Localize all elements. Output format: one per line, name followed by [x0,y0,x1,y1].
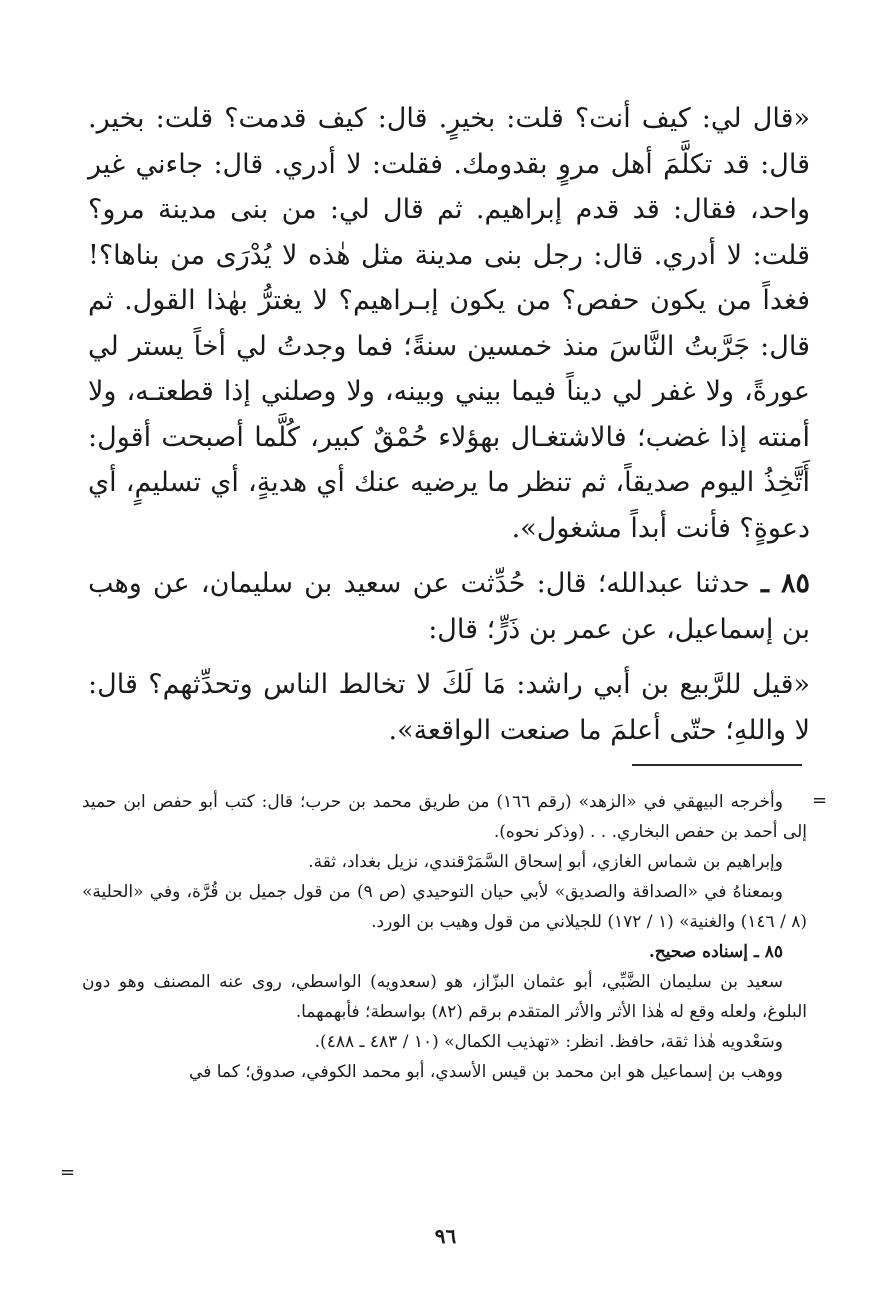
footnote-heading: ٨٥ ـ إسناده صحيح. [648,942,783,962]
footnote-line-6: وسَعْدويه هٰذا ثقة، حافظ. انظر: «تهذيب الكمال» (١٠ / ٤٨٣ ـ ٤٨٨). [314,1032,783,1052]
main-text [88,96,810,753]
footnote-line-7: ووهب بن إسماعيل هو ابن محمد بن قيس الأسدي، أبو محمد الكوفي، صدوق؛ كما في [189,1062,783,1082]
main-paragraph-1: «قال لي: كيف أنت؟ قلت: بخيرٍ. قال: كيف قدمت؟ قلت: بخير. قال: قد تكلَّمَ أهل مروٍ بقدومك. فقلت: لا أدري. قال: جاءني غير واحد، فقال: قد قدم إبراهيم. ثم قال لي: من بنى مدينة مرو؟ قلت: لا أدري. قال: رجل بنى مدينة مثل هٰذه لا يُدْرَى من بناها؟! فغداً من يكون حفص؟ من يكون إبـراهيم؟ لا يغترُّ بهٰذا القول. ثم قال: جَرَّبتُ النَّاسَ منذ خمسين سنةً؛ فما وجدتُ لي أخاً يستر لي عورةً، ولا غفر لي ديناً فيما بيني وبينه، ولا وصلني إذا قطعتـه، ولا أمنته إذا غضب؛ فالاشتغـال بهؤلاء حُمْقٌ كبير، كُلَّما أصبحت أقول: أَتَّخِذُ اليوم صديقاً، ثم تنظر ما يرضيه عنك أي هديةٍ، أي تسليمٍ، أي دعوةٍ؟ فأنت أبداً مشغول». [88,103,810,544]
footnote-line-3: وبمعناهُ في «الصداقة والصديق» لأبي حيان التوحيدي (ص ٩) من قول جميل بن قُرَّة، وفي «الحلية» (٨ / ١٤٦) والغنية» (١ / ١٧٢) للجيلاني من قول وهيب بن الورد. [82,882,807,932]
footnote-continuation-marker: = [812,790,828,811]
narration-number: ٨٥ ـ [761,568,810,599]
main-paragraph-2 [88,561,810,652]
main-paragraph-3: «قيل للرَّبيع بن أبي راشد: مَا لَكَ لا تخالط الناس وتحدِّثهم؟ قال: لا واللهِ؛ حتّى أعلمَ ما صنعت الواقعة». [88,669,810,746]
page-number: ٩٦ [434,1224,457,1248]
footnote-continues-marker: = [60,1162,76,1183]
footnote-line-5: سعيد بن سليمان الضَّبِّي، أبو عثمان البزّاز، هو (سعدويه) الواسطي، روى عنه المصنف وهو دون البلوغ، ولعله وقع له هٰذا الأثر والأثر المتقدم برقم (٨٢) بواسطة؛ فأبهمهما. [82,972,807,1022]
footnote-line-2: وإبراهيم بن شماس الغازي، أبو إسحاق السَّمَرْقندي، نزيل بغداد، ثقة. [308,852,783,872]
footnotes [82,787,807,1087]
main-paragraph-2-text: حدثنا عبدالله؛ قال: حُدِّثت عن سعيد بن سليمان، عن وهب بن إسماعيل، عن عمر بن ذَرٍّ؛ قال: [88,568,810,645]
footnote-separator [632,764,802,766]
footnote-line-1: وأخرجه البيهقي في «الزهد» (رقم ١٦٦) من طريق محمد بن حرب؛ قال: كتب أبو حفص ابن حميد إلى أحمد بن حفص البخاري. . . (وذكر نحوه). [82,792,807,842]
